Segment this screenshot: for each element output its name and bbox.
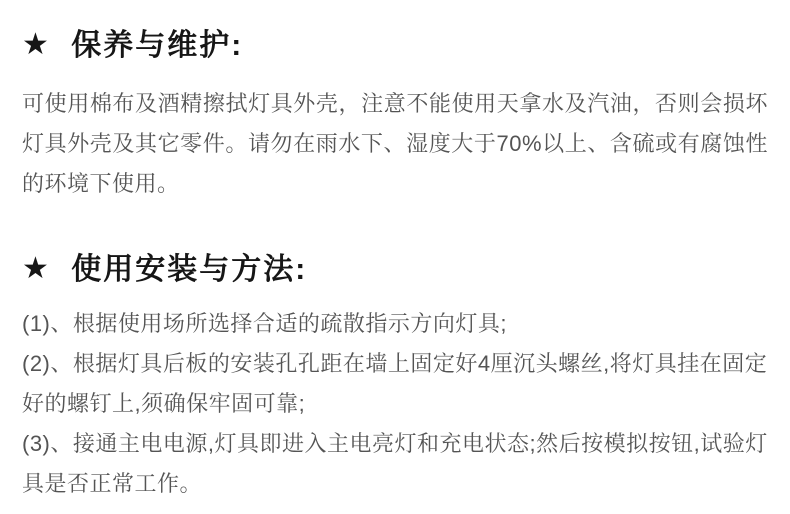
installation-step-2: (2)、根据灯具后板的安装孔孔距在墙上固定好4厘沉头螺丝,将灯具挂在固定好的螺钉上,须确保牢固可靠; [22, 351, 768, 416]
maintenance-title: 保养与维护: [71, 29, 244, 62]
maintenance-paragraph: 可使用棉布及酒精擦拭灯具外壳，注意不能使用天拿水及汽油，否则会损坏灯具外壳及其它零件。请勿在雨水下、湿度大于70%以上、含硫或有腐蚀性的环境下使用。 [22, 91, 768, 196]
maintenance-heading [22, 28, 768, 64]
installation-step-3: (3)、接通主电电源,灯具即进入主电亮灯和充电状态;然后按模拟按钮,试验灯具是否正常工作。 [22, 431, 768, 496]
star-icon: ★ [22, 28, 51, 61]
star-icon: ★ [22, 252, 51, 285]
installation-title: 使用安装与方法: [71, 253, 308, 286]
installation-section [22, 252, 768, 504]
installation-steps [22, 304, 768, 504]
maintenance-section [22, 28, 768, 204]
installation-heading [22, 252, 768, 288]
installation-step-1: (1)、根据使用场所选择合适的疏散指示方向灯具; [22, 311, 508, 336]
